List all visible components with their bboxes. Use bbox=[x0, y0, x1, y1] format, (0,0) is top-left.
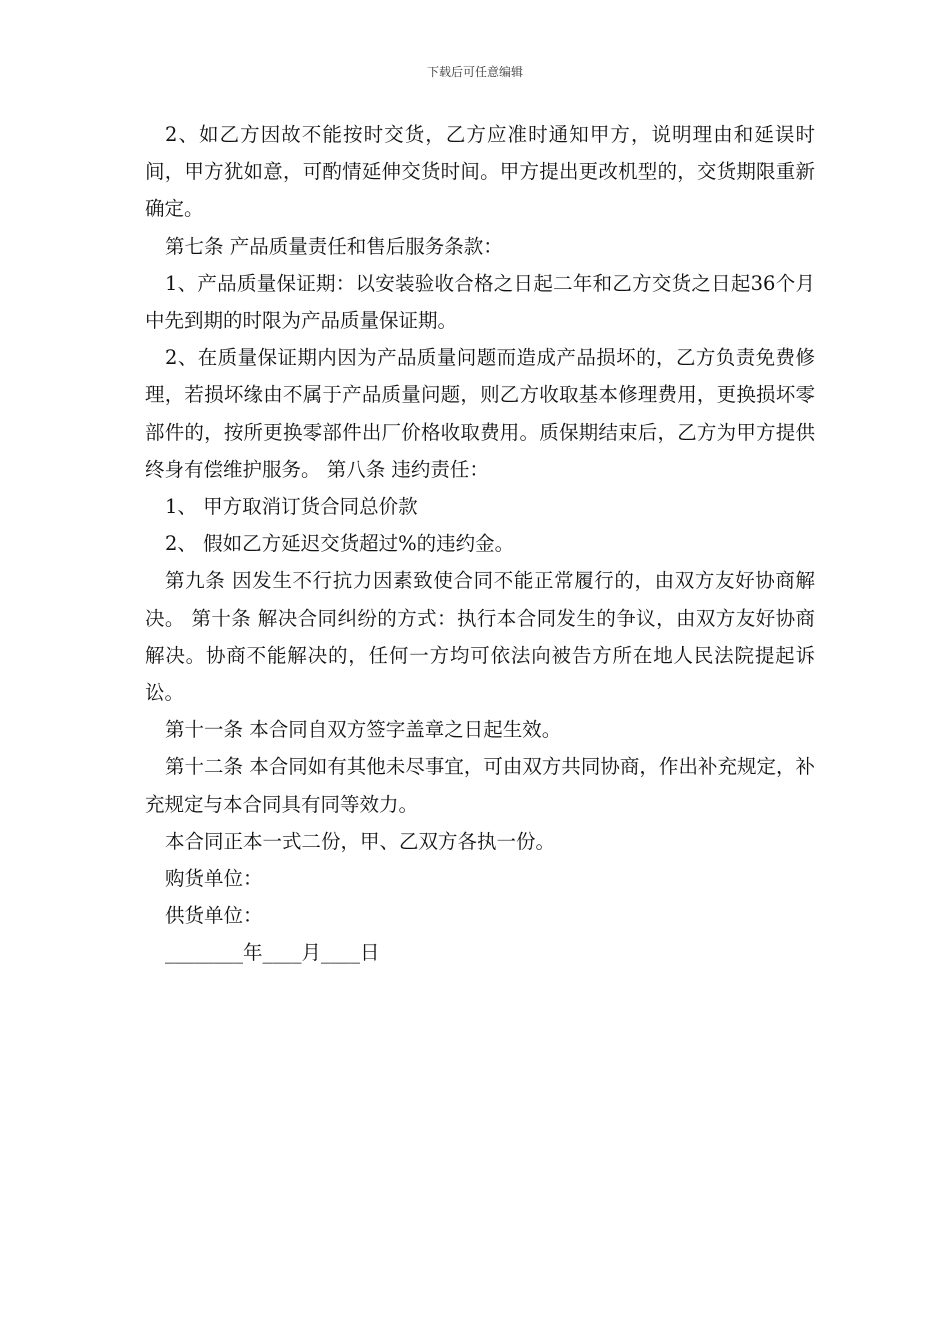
date-line: ________年____月____日 bbox=[165, 941, 380, 965]
paragraph-breach-2: 2、 假如乙方延迟交货超过%的违约金。 bbox=[165, 532, 515, 556]
contract-body bbox=[145, 116, 815, 972]
paragraph-force-majeure: 第九条 因发生不行抗力因素致使合同不能正常履行的，由双方友好协商解决。 第十条 解决合同纠纷的方式：执行本合同发生的争议，由双方友好协商解决。协商不能解决的，任何一方均可依法向被告方所在地人民法院提起诉讼。 bbox=[145, 569, 815, 705]
page-header: 下载后可任意编辑 bbox=[426, 65, 523, 79]
article-12: 第十二条 本合同如有其他未尽事宜，可由双方共同协商，作出补充规定，补充规定与本合同具有同等效力。 bbox=[145, 755, 815, 816]
paragraph-breach-1: 1、 甲方取消订货合同总价款 bbox=[165, 495, 418, 519]
paragraph-warranty-repair: 2、在质量保证期内因为产品质量问题而造成产品损坏的，乙方负责免费修理，若损坏缘由不属于产品质量问题，则乙方收取基本修理费用，更换损坏零部件的，按所更换零部件出厂价格收取费用。质保期结束后，乙方为甲方提供终身有偿维护服务。 第八条 违约责任： bbox=[145, 346, 815, 481]
article-7-heading: 第七条 产品质量责任和售后服务条款： bbox=[165, 234, 503, 258]
article-11: 第十一条 本合同自双方签字盖章之日起生效。 bbox=[165, 718, 562, 742]
supplier-unit-label: 供货单位： bbox=[165, 904, 263, 928]
buyer-unit-label: 购货单位： bbox=[165, 867, 263, 891]
paragraph-delivery-delay: 2、如乙方因故不能按时交货，乙方应准时通知甲方，说明理由和延误时间，甲方犹如意，可酌情延伸交货时间。甲方提出更改机型的，交货期限重新确定。 bbox=[145, 123, 815, 221]
paragraph-warranty-period: 1、产品质量保证期：以安装验收合格之日起二年和乙方交货之日起36个月中先到期的时限为产品质量保证期。 bbox=[145, 271, 815, 333]
paragraph-copies: 本合同正本一式二份，甲、乙双方各执一份。 bbox=[165, 829, 556, 853]
